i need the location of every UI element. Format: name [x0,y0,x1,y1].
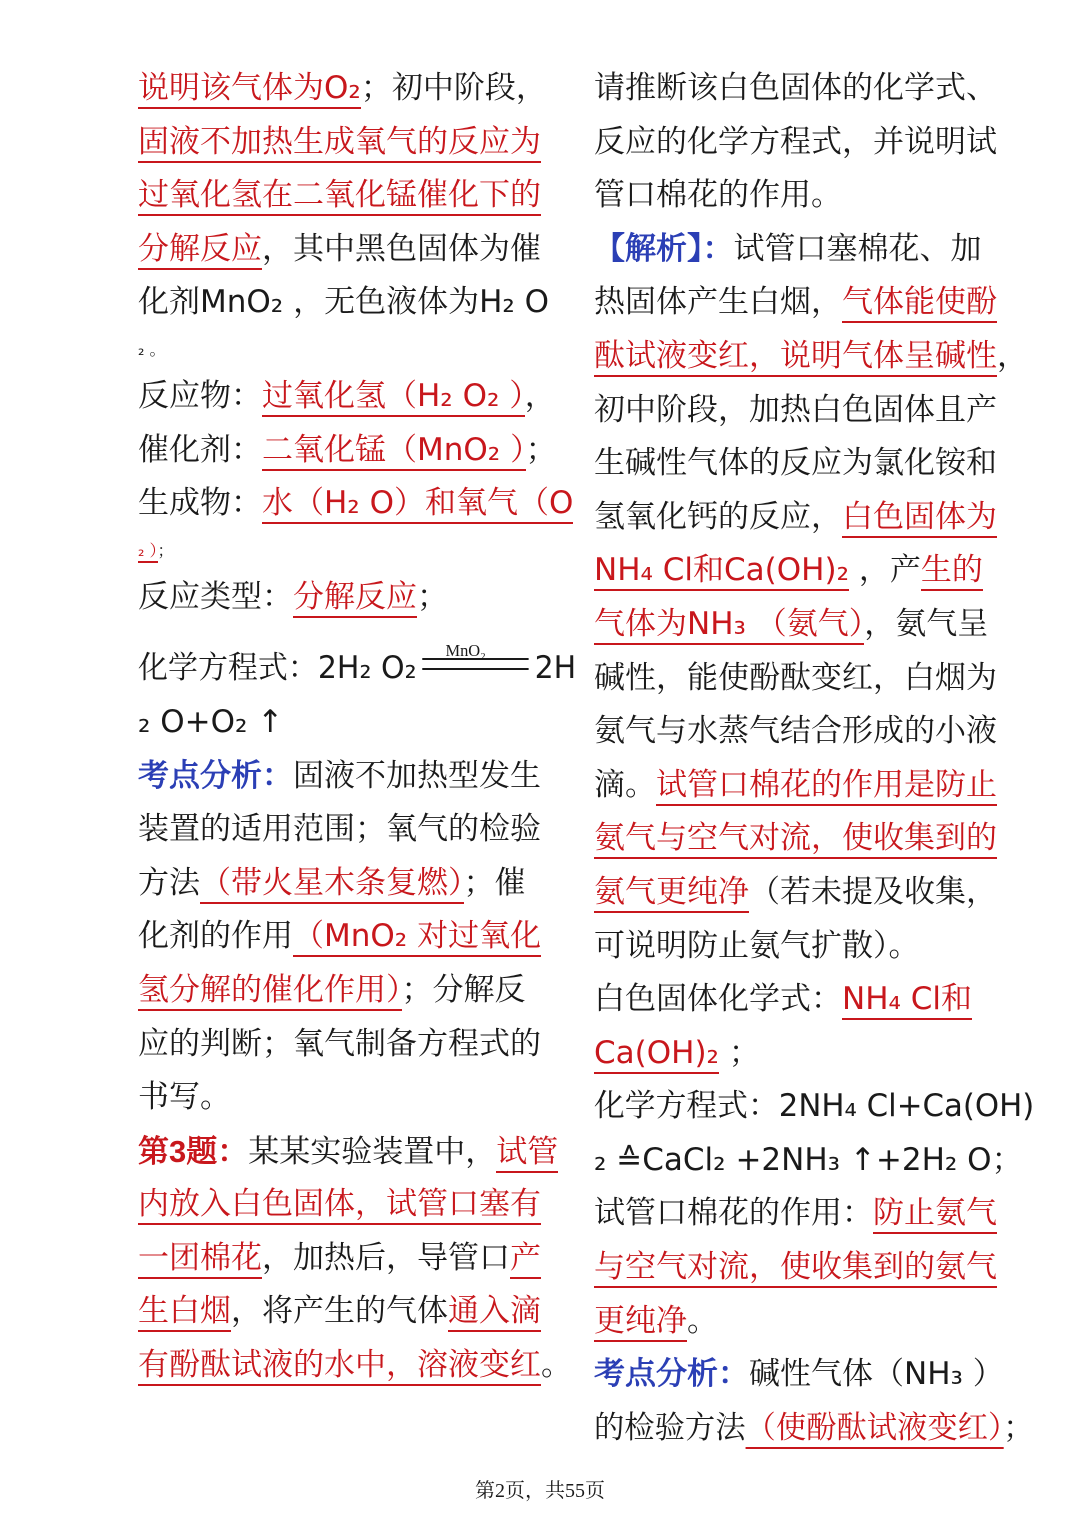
answer-highlight: 有酚酞试液的水中，溶液变红 [138,1347,541,1386]
text-line: 氨气更纯净（若未提及收集， [594,866,1034,920]
text-line: 化剂的作用（MnO₂ 对过氧化 [138,910,576,964]
text-line: 滴。试管口棉花的作用是防止 [594,759,1034,813]
text-line: 装置的适用范围；氧气的检验 [138,811,541,848]
reaction-condition: MnO₂ [445,641,486,661]
text-line: 生白烟，将产生的气体通入滴 [138,1285,576,1339]
answer-highlight: 说明该气体为O₂ [138,70,361,109]
answer-highlight: 过氧化氢（H₂ O₂ ） [262,378,525,417]
text-line: 方法（带火星木条复燃）；催 [138,857,576,911]
text-line: 有酚酞试液的水中，溶液变红。 [138,1339,576,1393]
text-line: 更纯净。 [594,1295,1034,1349]
text-line: 反应物：过氧化氢（H₂ O₂ ）， [138,370,576,424]
text-line: 氨气与水蒸气结合形成的小液 [594,713,997,750]
text-line: ₂ ≙CaCl₂ +2NH₃ ↑+2H₂ O； [594,1141,1023,1178]
text-line: 气体为NH₃ （氨气），氨气呈 [594,598,1034,652]
text-line [594,812,1034,866]
text-line: 白色固体化学式：NH₄ Cl和 [594,973,1034,1027]
text-line: 试管口棉花的作用：防止氨气 [594,1187,1034,1241]
answer-highlight: 气体为NH₃ （氨气） [594,606,864,645]
text-line: 反应的化学方程式，并说明试 [594,123,997,160]
text-line [138,116,576,170]
answer-highlight: 水（H₂ O）和氧气（O [262,485,573,524]
text-line: 热固体产生白烟，气体能使酚 [594,276,1034,330]
answer-highlight: 通入滴 [448,1293,541,1332]
answer-highlight: （MnO₂ 对过氧化 [293,918,541,957]
section-label: 考点分析： [138,757,293,794]
answer-highlight: 防止氨气 [873,1195,997,1234]
answer-highlight: 过氧化氢在二氧化锰催化下的 [138,177,541,216]
answer-highlight: 与空气对流，使收集到的氨气 [594,1249,997,1288]
text-line: 考点分析：固液不加热型发生 [138,757,541,794]
text-line: 一团棉花，加热后，导管口产 [138,1232,576,1286]
answer-highlight: 分解反应 [293,579,417,618]
answer-highlight: Ca(OH)₂ [594,1035,719,1074]
answer-highlight: NH₄ Cl和 [842,981,972,1020]
answer-highlight: 试管 [496,1134,558,1173]
text-line: 生碱性气体的反应为氯化铵和 [594,445,997,482]
answer-highlight: （使酚酞试液变红） [746,1410,1004,1449]
text-line: NH₄ Cl和Ca(OH)₂ ，产生的 [594,544,1034,598]
answer-highlight: 酞试液变红，说明气体呈碱性 [594,338,997,377]
answer-highlight: 氨气与空气对流，使收集到的 [594,820,997,859]
answer-highlight: 固液不加热生成氧气的反应为 [138,124,541,163]
answer-highlight: 二氧化锰（MnO₂ ） [262,432,526,471]
text-line: 初中阶段，加热白色固体且产 [594,391,997,428]
answer-highlight: ₂ ） [138,541,158,563]
text-line: 请推断该白色固体的化学式、 [594,70,997,106]
answer-highlight: （带火星木条复燃） [200,865,464,904]
text-line: ₂ ）； [138,531,576,571]
answer-highlight: 更纯净 [594,1303,687,1342]
text-line [594,1241,1034,1295]
text-line: 分解反应，其中黑色固体为催 [138,223,576,277]
text-line: Ca(OH)₂ ； [594,1027,1034,1081]
text-line: 生成物：水（H₂ O）和氧气（O [138,477,576,531]
text-line: 氢分解的催化作用）；分解反 [138,964,576,1018]
text-line [138,1178,576,1232]
answer-highlight: 气体能使酚 [842,284,997,323]
text-line: 氢氧化钙的反应，白色固体为 [594,491,1034,545]
answer-highlight: 生的 [921,552,983,591]
section-label: 【解析】： [594,230,734,267]
answer-highlight: 内放入白色固体，试管口塞有 [138,1186,541,1225]
text-line: 考点分析：碱性气体（NH₃ ） [594,1356,1004,1393]
answer-highlight: 产 [510,1240,541,1279]
equation-line: MnO₂ 化学方程式：2H₂ O₂ 2H [138,642,561,696]
text-line: 的检验方法（使酚酞试液变红）； [594,1402,1024,1456]
answer-highlight: 氢分解的催化作用） [138,972,402,1011]
left-column [138,62,576,1393]
answer-highlight: 生白烟 [138,1293,231,1332]
text-line: 【解析】：试管口塞棉花、加 [594,230,982,267]
text-line: 管口棉花的作用。 [594,177,842,214]
text-line [138,169,576,223]
text-line: ₂ 。 [138,339,166,359]
text-line: 催化剂：二氧化锰（MnO₂ ）； [138,424,576,478]
answer-highlight: 白色固体为 [842,499,997,538]
answer-highlight: 一团棉花 [138,1240,262,1279]
question-number: 第3题： [138,1133,249,1169]
right-column [594,62,1034,1455]
section-label: 考点分析： [594,1356,749,1393]
answer-highlight: 试管口棉花的作用是防止 [656,767,997,806]
text-line: 应的判断；氧气制备方程式的 [138,1025,541,1062]
text-line: 第3题：某某实验装置中，试管 [138,1125,576,1179]
text-line: 酞试液变红，说明气体呈碱性， [594,330,1034,384]
text-line: 碱性，能使酚酞变红，白烟为 [594,659,997,696]
text-line: 化剂MnO₂ ，无色液体为H₂ O [138,284,550,321]
text-line: 说明该气体为O₂；初中阶段， [138,62,576,116]
text-line: 书写。 [138,1079,231,1116]
text-line: 反应类型：分解反应； [138,571,576,625]
page-number-footer: 第2页，共55页 [475,1480,605,1502]
text-line: 化学方程式：2NH₄ Cl+Ca(OH) [594,1088,1035,1125]
text-line: 可说明防止氨气扩散）。 [594,927,920,964]
text-line: ₂ O+O₂ ↑ [138,703,284,740]
answer-highlight: NH₄ Cl和Ca(OH)₂ [594,552,849,591]
answer-highlight: 分解反应 [138,231,262,270]
answer-highlight: 氨气更纯净 [594,874,749,913]
